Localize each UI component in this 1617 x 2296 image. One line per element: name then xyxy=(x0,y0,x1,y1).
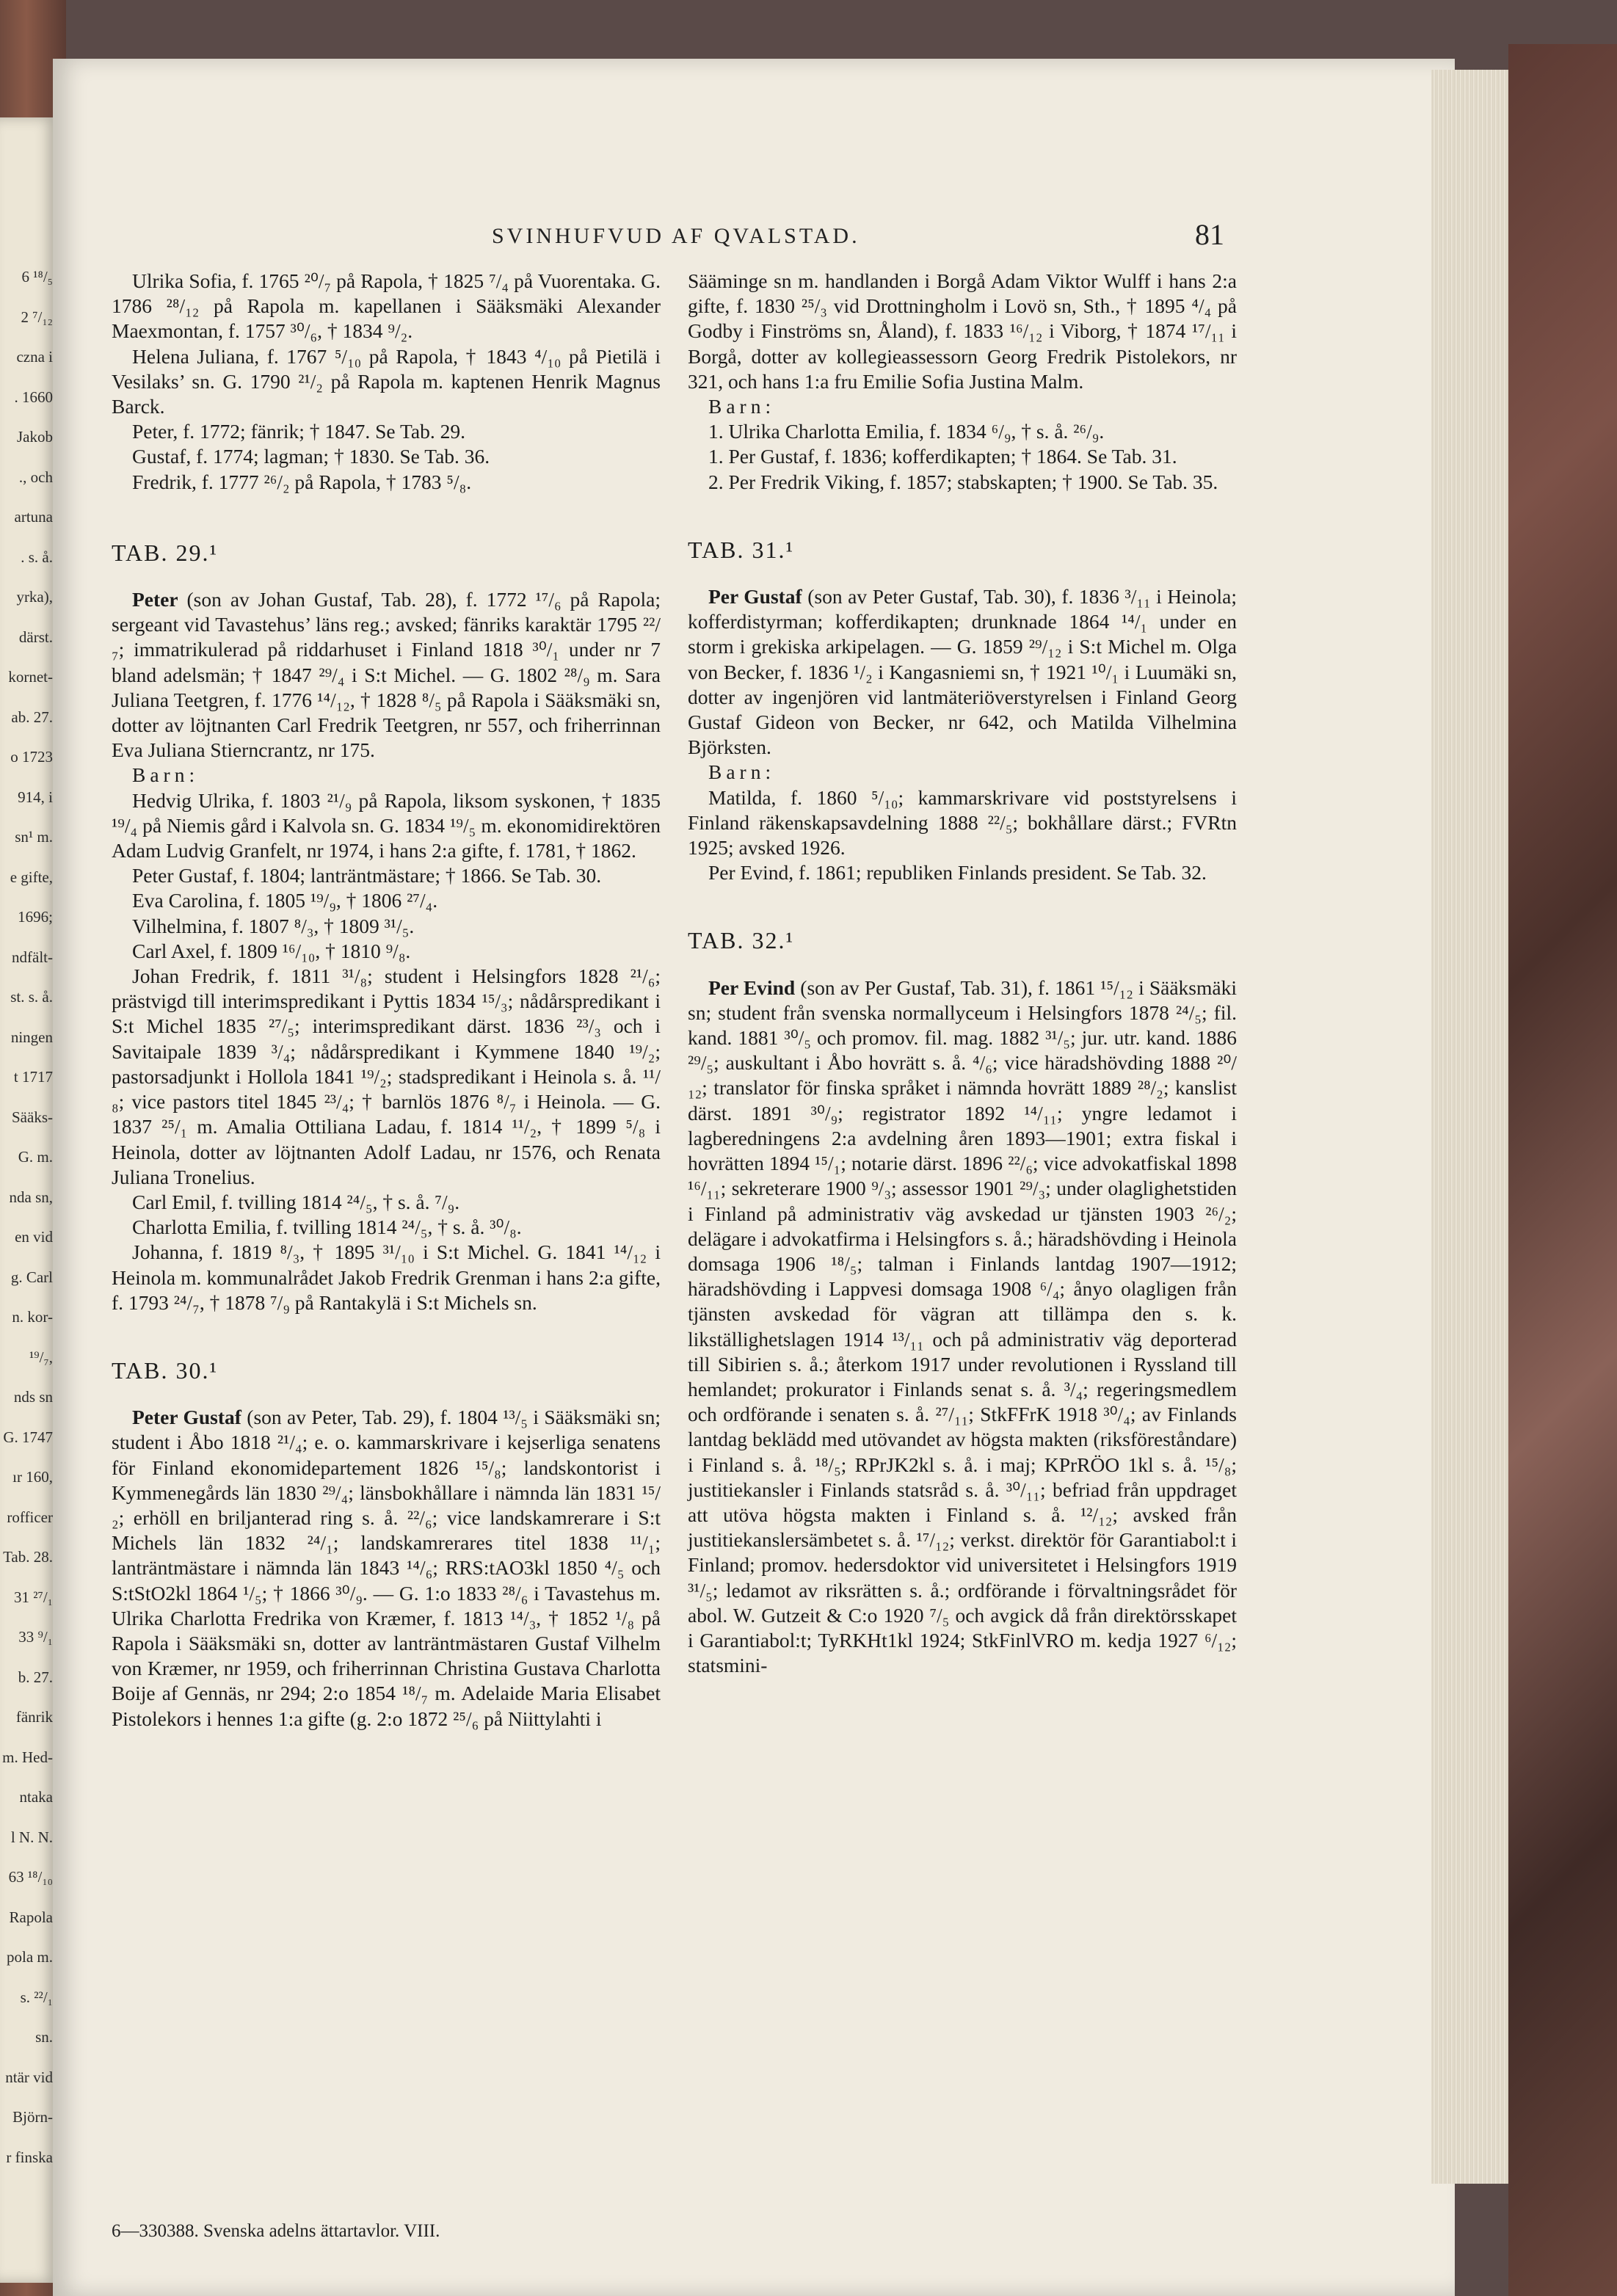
child-johan-fredrik: Johan Fredrik, f. 1811 ³¹/₈; student i Helsingfors 1828 ²¹/₆; prästvigd till interimspredikant i Pyttis 1834 ¹⁵/₃; nådårspredikant i S:t Michel 1835 ²⁷/₅; interimspredikant därst. 1836 ²³/₃ och i Savitaipale 1839 ³/₄; nådårspredikant i Kymmene 1840 ¹⁹/₂; pastorsadjunkt i Hollola 1841 ¹⁹/₂; stadspredikant i Heinola s. å. ¹¹/₈; vice pastors titel 1845 ²³/₄; † barnlös 1876 ⁸/₇ i Heinola. — G. 1837 ²⁵/₁ m. Amalia Ottiliana Ladau, f. 1814 ¹¹/₂, † 1899 ⁵/₈ i Heinola, dotter av löjtnanten Adolf Ladau, nr 1576, och Renata Juliana Tronelius. xyxy=(112,964,661,1188)
previous-page-fragment: n. kor- xyxy=(12,1308,53,1326)
tab-32-body xyxy=(688,976,1237,1679)
previous-page-fragment: sn¹ m. xyxy=(15,828,53,846)
previous-page-fragment: G. 1747 xyxy=(3,1428,53,1446)
previous-page-fragment: en vid xyxy=(15,1228,53,1246)
entry-helena-juliana: Helena Juliana, f. 1767 ⁵/₁₀ på Rapola, † 1843 ⁴/₁₀ på Pietilä i Vesilaks’ sn. G. 1790 ²¹/₂ på Rapola m. kaptenen Henrik Magnus Barck. xyxy=(112,344,661,418)
child-ulrika-charlotta-emilia: 1. Ulrika Charlotta Emilia, f. 1834 ⁶/₉, † s. å. ²⁶/₉. xyxy=(708,420,1105,443)
entry-ulrika-sofia: Ulrika Sofia, f. 1765 ²⁰/₇ på Rapola, † 1825 ⁷/₄ på Vuorentaka. G. 1786 ²⁸/₁₂ på Rapola m. kapellanen i Sääksmäki Alexander Maexmontan, f. 1757 ³⁰/₆, † 1834 ⁹/₂. xyxy=(112,269,661,343)
page-number: 81 xyxy=(1195,218,1224,251)
previous-page-fragment: b. 27. xyxy=(18,1668,53,1686)
previous-page-fragment: 2 ⁷/₁₂ xyxy=(21,308,53,326)
previous-page-fragment: r finska xyxy=(6,2148,53,2166)
child-per-gustaf: 1. Per Gustaf, f. 1836; kofferdikapten; † 1864. Se Tab. 31. xyxy=(708,445,1177,468)
previous-page-fragment: nds sn xyxy=(13,1388,53,1406)
previous-page-fragment: . 1660 xyxy=(14,388,53,406)
child-per-fredrik-viking: 2. Per Fredrik Viking, f. 1857; stabskapten; † 1900. Se Tab. 35. xyxy=(708,470,1218,493)
previous-page-fragment: g. Carl xyxy=(10,1268,53,1286)
tab-30-body xyxy=(112,1405,661,1732)
child-johanna: Johanna, f. 1819 ⁸/₃, † 1895 ³¹/₁₀ i S:t Michel. G. 1841 ¹⁴/₁₂ i Heinola m. kommunalrådet Jakob Fredrik Grenman i hans 2:a gifte, f. 1793 ²⁴/₇, † 1878 ⁷/₉ på Rantakylä i S:t Michels sn. xyxy=(112,1240,661,1314)
tab-31-heading: TAB. 31.¹ xyxy=(688,536,795,563)
previous-page-fragment: 914, i xyxy=(18,788,53,806)
page-stack-edge xyxy=(1431,70,1511,2184)
previous-page-fragment: e gifte, xyxy=(10,868,53,886)
child-carl-axel: Carl Axel, f. 1809 ¹⁶/₁₀, † 1810 ⁹/₈. xyxy=(132,939,411,962)
child-eva-carolina: Eva Carolina, f. 1805 ¹⁹/₉, † 1806 ²⁷/₄. xyxy=(132,889,438,912)
previous-page-fragment: ntaka xyxy=(19,1788,53,1806)
previous-page-fragment: därst. xyxy=(18,628,53,646)
previous-page-fragment: 63 ¹⁸/₁₀ xyxy=(8,1868,53,1886)
child-charlotta-emilia: Charlotta Emilia, f. tvilling 1814 ²⁴/₅, † s. å. ³⁰/₈. xyxy=(132,1216,522,1239)
previous-page-fragment: Rapola xyxy=(9,1908,53,1926)
tab-31-text: (son av Peter Gustaf, Tab. 30), f. 1836 ³/₁₁ i Heinola; kofferdistyrman; kofferdikapten; drunknade 1864 ¹⁴/₁ under en storm i grekiska arkipelagen. — G. 1859 ²⁹/₁₂ i S:t Michel m. Olga von Becker, f. 1836 ¹/₂ i Kangasniemi sn, † 1921 ¹⁰/₁ i Luumäki sn, dotter av ingenjören vid lantmäteriöverstyrelsen i Finland Georg Gustaf Gideon von Becker, nr 642, och Matilda Vilhelmina Björksten. xyxy=(688,585,1237,759)
tab-32-lead-name: Per Evind xyxy=(708,976,796,999)
tab-32-heading: TAB. 32.¹ xyxy=(688,927,795,954)
child-matilda: Matilda, f. 1860 ⁵/₁₀; kammarskrivare vid poststyrelsens i Finland räkenskapsavdelning 1888 ²²/₅; bokhållare därst.; FVRtn 1925; avsked 1926. xyxy=(688,785,1237,860)
previous-page-fragment: o 1723 xyxy=(10,748,53,766)
previous-page-fragment: 33 ⁹/₁ xyxy=(18,1628,53,1646)
entry-peter: Peter, f. 1772; fänrik; † 1847. Se Tab. 29. xyxy=(132,420,465,443)
previous-page-fragment: ndfält- xyxy=(12,948,53,966)
previous-page-fragment: nda sn, xyxy=(9,1188,53,1206)
tab-30-text: (son av Peter, Tab. 29), f. 1804 ¹³/₅ i Sääksmäki sn; student i Åbo 1818 ²¹/₄; e. o. kammarskrivare i kejserliga senatens för Finland ekonomidepartement 1826 ¹⁵/₈; landskontorist i Kymmenegårds län 1830 ²⁹/₄; länsbokhållare i nämnda län 1831 ¹⁵/₂; erhöll en briljanterad ring s. å. ²²/₆; vice landskamrerare i S:t Michels län 1832 ²⁴/₁; landskamrerares titel 1838 ¹¹/₁; lanträntmästare i nämnda län 1843 ¹⁴/₆; RRS:tAO3kl 1850 ⁴/₅ och S:tStO2kl 1864 ¹/₅; † 1866 ³⁰/₉. — G. 1:o 1833 ²⁸/₆ i Tavastehus m. Ulrika Charlotta Fredrika von Kræmer, f. 1813 ¹⁴/₃, † 1852 ¹/₈ på Rapola i Sääksmäki sn, dotter av lanträntmästaren Gustaf Vilhelm von Kræmer, nr 1959, och friherrinnan Christina Gustava Charlotta Boije af Gennäs, nr 294; 2:o 1854 ¹⁸/₇ m. Adelaide Maria Elisabet Pistolekors i hennes 1:a gifte (g. 2:o 1872 ²⁵/₆ på Niittylahti i xyxy=(112,1406,661,1730)
previous-page-fragment: czna i xyxy=(16,348,53,366)
tab-31-body xyxy=(688,584,1237,760)
child-peter-gustaf: Peter Gustaf, f. 1804; lanträntmästare; † 1866. Se Tab. 30. xyxy=(132,864,602,887)
previous-page-fragment: sn. xyxy=(35,2028,53,2046)
tab-31-barn-label: Barn: xyxy=(708,760,776,784)
previous-page-fragment: l N. N. xyxy=(10,1828,53,1846)
child-vilhelmina: Vilhelmina, f. 1807 ⁸/₃, † 1809 ³¹/₅. xyxy=(132,914,415,937)
previous-page-fragment: kornet- xyxy=(8,668,53,686)
previous-page-fragment: ntär vid xyxy=(5,2068,53,2086)
previous-page-fragment: ningen xyxy=(10,1028,53,1046)
tab-29-lead-name: Peter xyxy=(132,588,178,611)
continued-entry: Sääminge sn m. handlanden i Borgå Adam Viktor Wulff i hans 2:a gifte, f. 1830 ²⁵/₃ vid Drottningholm i Lovö sn, Sth., † 1895 ⁴/₄ på Godby i Finströms sn, Åland), f. 1833 ¹⁶/₁₂ i Viborg, † 1874 ¹⁷/₁₁ i Borgå, dotter av kollegieassessorn Georg Fredrik Pistolekors, nr 321, och hans 1:a fru Emilie Sofia Justina Malm. xyxy=(688,269,1237,393)
marbled-cover-right xyxy=(1508,44,1617,2296)
previous-page-fragment: t 1717 xyxy=(13,1068,53,1086)
previous-page-fragment: ır 160, xyxy=(12,1468,53,1486)
tab-30-lead-name: Peter Gustaf xyxy=(132,1406,241,1429)
previous-page-fragment: ab. 27. xyxy=(11,708,53,726)
previous-page-fragment: Sääks- xyxy=(12,1108,53,1126)
previous-page-fragment: pola m. xyxy=(7,1948,53,1966)
previous-page-fragment: fänrik xyxy=(15,1708,53,1726)
previous-page-fragment: m. Hed- xyxy=(2,1748,53,1766)
previous-page-fragment: Jakob xyxy=(17,428,53,446)
previous-page-fragment: 1696; xyxy=(18,908,53,926)
previous-page-edge xyxy=(0,117,57,2283)
tab-29-body xyxy=(112,587,661,763)
tab-32-text: (son av Per Gustaf, Tab. 31), f. 1861 ¹⁵/₁₂ i Sääksmäki sn; student från svenska normallyceum i Helsingfors 1878 ²⁴/₅; fil. kand. 1881 ³⁰/₅ och promov. fil. mag. 1882 ³¹/₅; jur. utr. kand. 1886 ²⁹/₅; auskultant i Åbo hovrätt s. å. ⁴/₆; vice häradshövding 1888 ²⁰/₁₂; translator för finska språket i nämnda hovrätt 1889 ²⁸/₂; kanslist därst. 1891 ³⁰/₉; registrator 1892 ¹⁴/₁₁; yngre ledamot i lagberedningens 2:a avdelning åren 1893—1901; extra fiskal i hovrätten 1894 ¹⁵/₁; notarie därst. 1896 ²²/₆; vice advokatfiskal 1898 ¹⁶/₁₁; sekreterare 1900 ⁹/₃; assessor 1901 ²⁹/₃; under olaglighetstiden i Finland på administrativ väg avskedad ur tjänsten 1903 ²⁶/₂; delägare i advokatfirma i Helsingfors s. å.; häradshövding i Heinola domsaga 1906 ¹⁸/₅; talman i Finlands lantdag 1907—1912; häradshövding i Lappvesi domsaga 1908 ⁶/₄; ånyo olagligen från tjänsten avskedad för vägran att tillämpa den s. k. likställighetslagen 1914 ¹³/₁₁ och på administrativ väg deporterad till Sibirien s. å.; återkom 1917 under revolutionen i Ryssland till hemlandet; prokurator i Finlands senat s. å. ³/₄; regeringsmedlem och ordförande i senaten s. å. ²⁷/₁₁; StkFFrK 1918 ³⁰/₄; av Finlands lantdag beklädd med utövandet av högsta makten (riksföreståndare) i Finland s. å. ¹⁸/₅; RPrJK2kl s. å. i maj; KPrRÖO 1kl s. å. ¹⁵/₈; justitiekansler i Finlands statsråd s. å. ³⁰/₁₁; befriad från uppdraget att utöva högsta makten i Finland s. å. ¹²/₁₂; avsked från justitiekanslersämbetet s. å. ¹⁷/₁₂; verkst. direktör för Garantiabol:t i Finland; promov. hedersdoktor vid universitetet i Helsingfors 1919 ³¹/₅; ledamot av riksrätten s. å.; ordförande i förvaltningsrådet för abol. W. Gutzeit & C:o 1920 ⁷/₅ och avgick då från direktörsskapet i Garantiabol:t; TyRKHt1kl 1924; StkFinlVRO m. kedja 1927 ⁶/₁₂; statsmini- xyxy=(688,976,1237,1677)
child-per-evind: Per Evind, f. 1861; republiken Finlands president. Se Tab. 32. xyxy=(708,861,1207,884)
previous-page-fragment: yrka), xyxy=(16,588,53,606)
previous-page-fragment: G. m. xyxy=(18,1148,53,1166)
entry-gustaf: Gustaf, f. 1774; lagman; † 1830. Se Tab. 36. xyxy=(132,445,490,468)
tab-30-heading: TAB. 30.¹ xyxy=(112,1356,219,1384)
previous-page-fragment: Björn- xyxy=(12,2108,53,2126)
tab-29-text: (son av Johan Gustaf, Tab. 28), f. 1772 ¹⁷/₆ på Rapola; sergeant vid Tavastehus’ läns reg.; avsked; fänriks karaktär 1795 ²²/₇; immatrikulerad på riddarhuset i Finland 1818 ³⁰/₁ under nr 7 bland adelsmän; † 1847 ²⁹/₄ i S:t Michel. — G. 1802 ²⁸/₉ m. Sara Juliana Teetgren, f. 1776 ¹⁴/₁₂, † 1828 ⁸/₅ på Rapola i Sääksmäki sn, dotter av löjtnanten Carl Fredrik Teetgren, nr 557, och friherrinnan Eva Juliana Stierncrantz, nr 175. xyxy=(112,588,661,762)
child-carl-emil: Carl Emil, f. tvilling 1814 ²⁴/₅, † s. å. ⁷/₉. xyxy=(132,1190,460,1213)
child-hedvig-ulrika: Hedvig Ulrika, f. 1803 ²¹/₉ på Rapola, liksom syskonen, † 1835 ¹⁹/₄ på Niemis gård i Kalvola sn. G. 1834 ¹⁹/₅ m. ekonomidirektören Adam Ludvig Granfelt, nr 1974, i hans 2:a gifte, f. 1781, † 1862. xyxy=(112,788,661,862)
previous-page-fragment: Tab. 28. xyxy=(3,1548,53,1566)
previous-page-fragment: 31 ²⁷/₁ xyxy=(13,1588,53,1606)
page-footer: 6—330388. Svenska adelns ättartavlor. VIII. xyxy=(112,2221,440,2241)
previous-page-fragment: st. s. å. xyxy=(10,988,53,1006)
previous-page-fragment: 6 ¹⁸/₅ xyxy=(21,268,53,286)
previous-page-fragment: ., och xyxy=(18,468,53,486)
entry-fredrik: Fredrik, f. 1777 ²⁶/₂ på Rapola, † 1783 ⁵/₈. xyxy=(132,470,472,493)
tab-29-heading: TAB. 29.¹ xyxy=(112,539,219,566)
tab-29-barn-label: Barn: xyxy=(132,763,200,787)
previous-page-fragment: s. ²²/₁ xyxy=(20,1988,53,2006)
left-column xyxy=(112,269,661,1732)
previous-page-fragment: artuna xyxy=(14,508,53,526)
running-title: SVINHUFVUD AF QVALSTAD. xyxy=(492,224,860,248)
barn-label: Barn: xyxy=(708,395,776,418)
right-column xyxy=(688,269,1237,1678)
previous-page-fragment: . s. å. xyxy=(21,548,53,566)
tab-31-lead-name: Per Gustaf xyxy=(708,585,802,608)
previous-page-fragment: ¹⁹/₇, xyxy=(29,1348,53,1366)
previous-page-fragment: rofficer xyxy=(7,1508,53,1526)
